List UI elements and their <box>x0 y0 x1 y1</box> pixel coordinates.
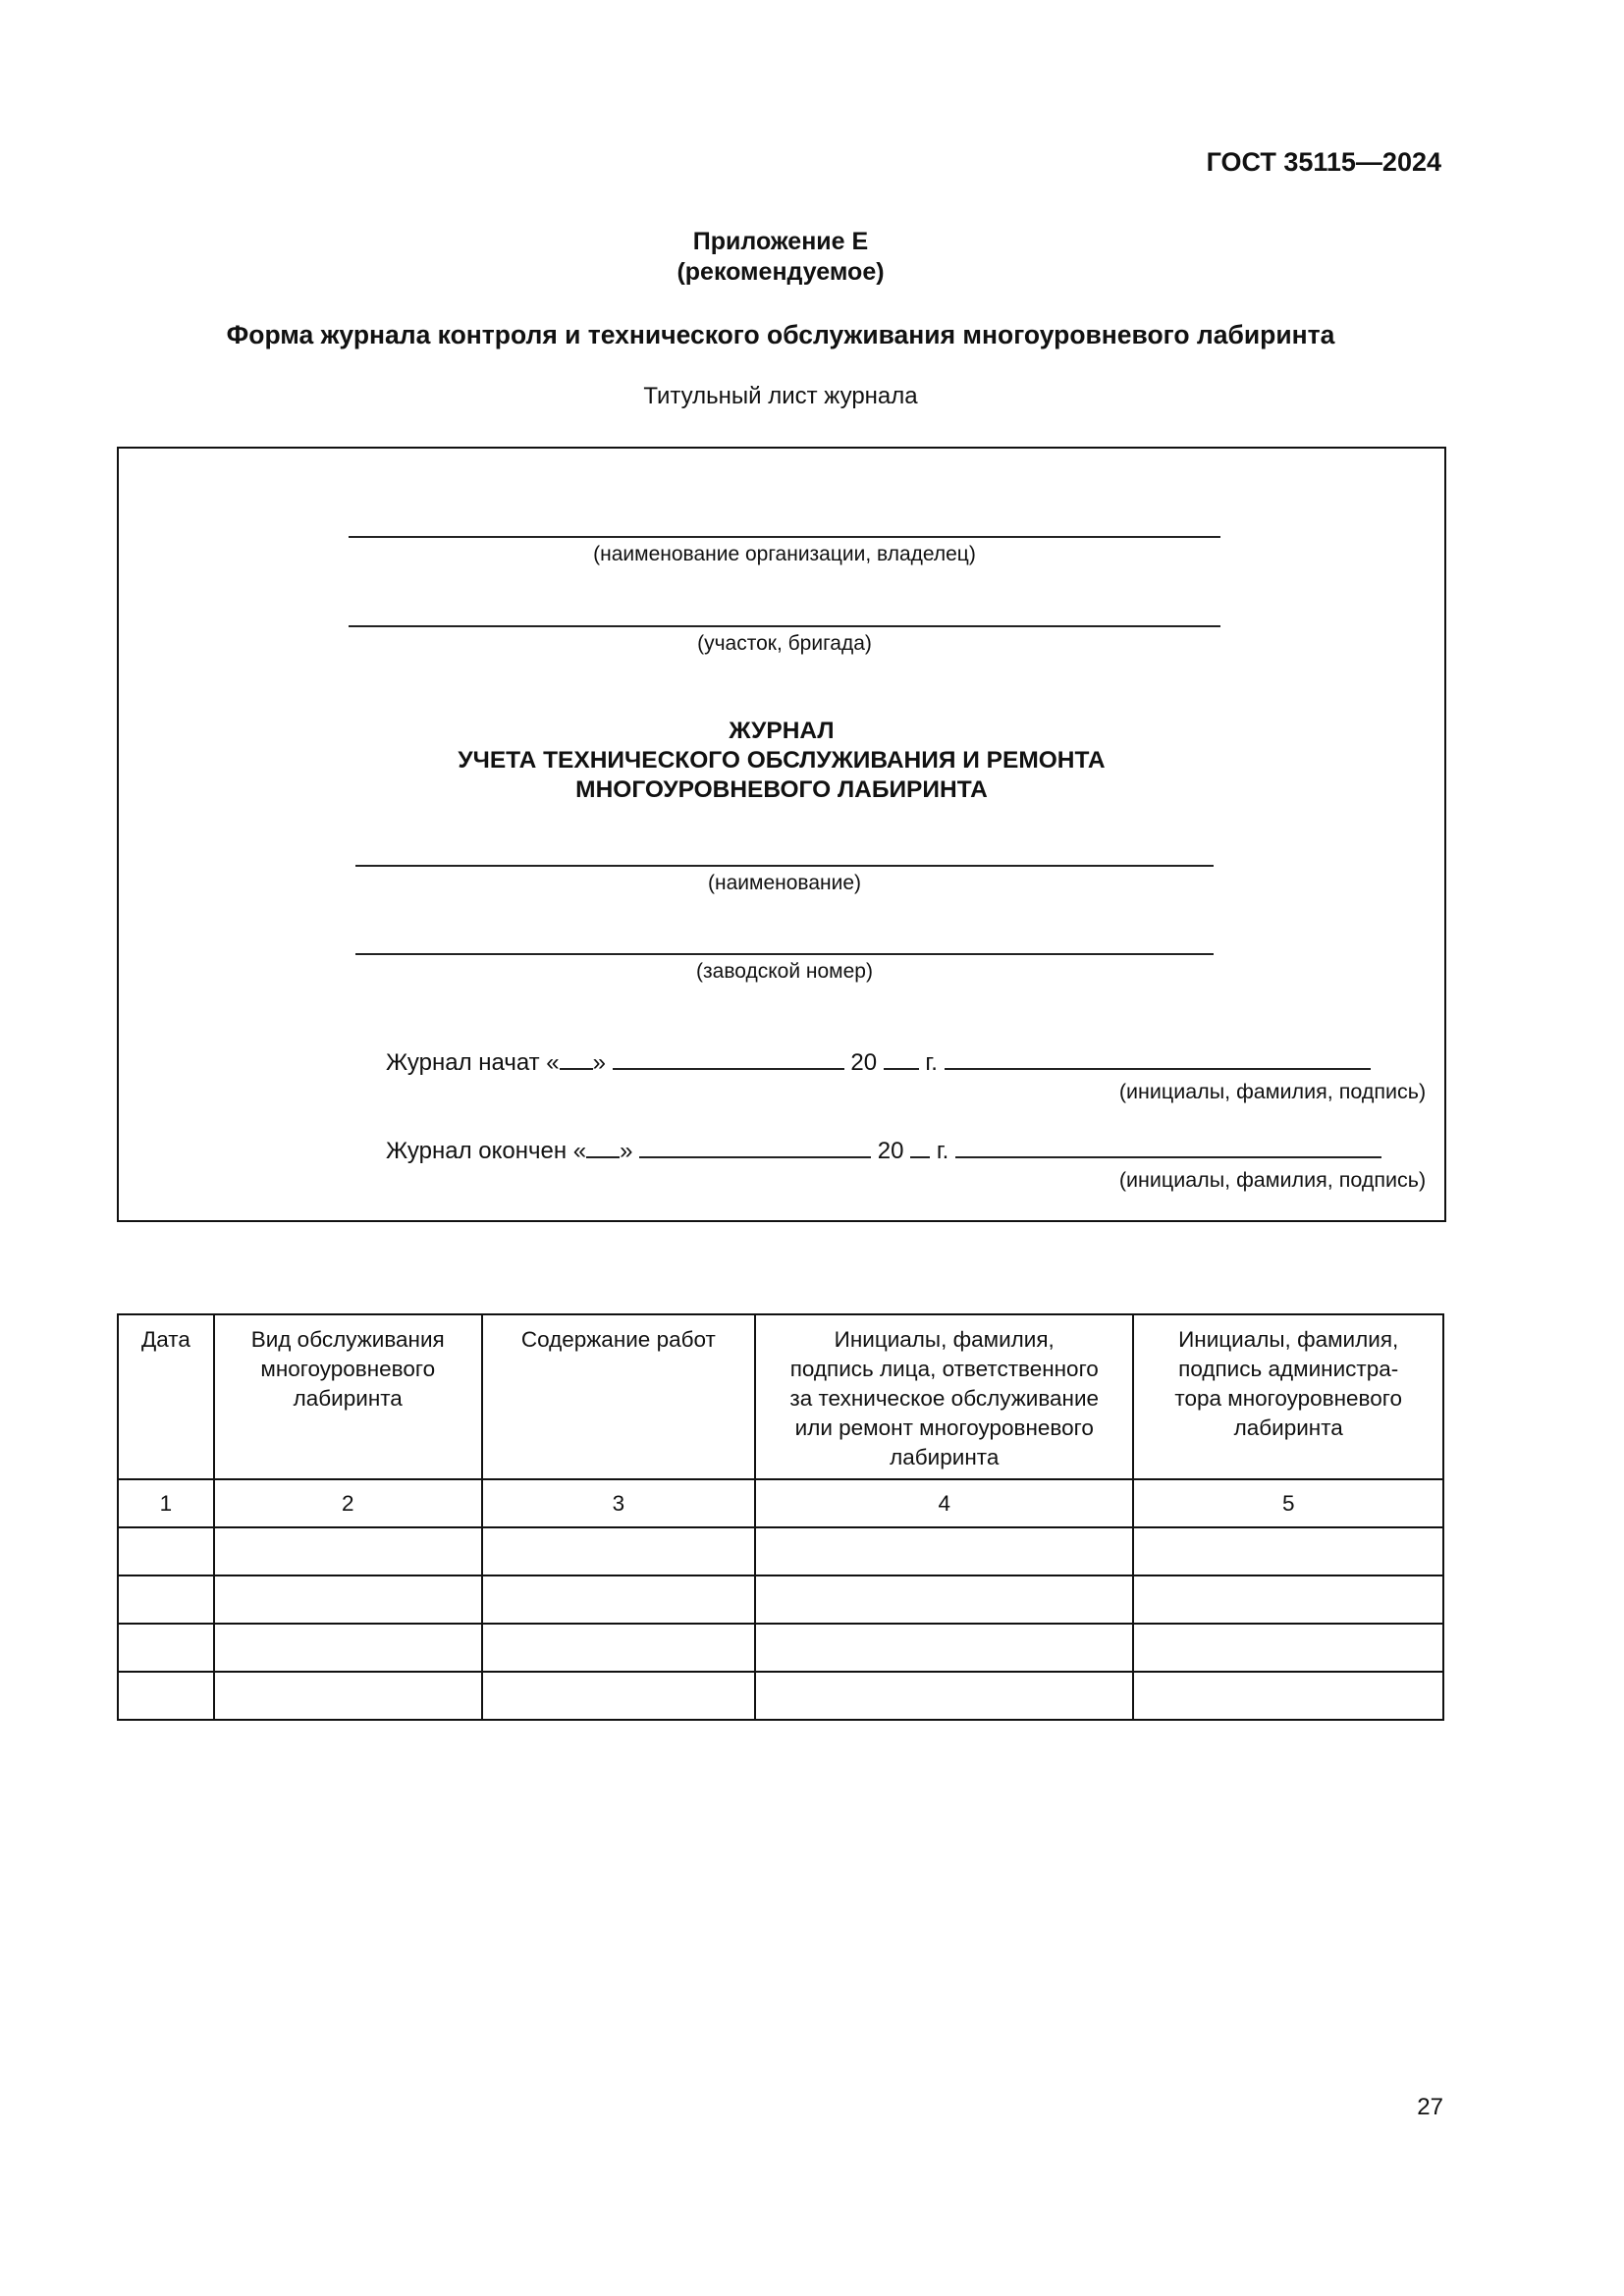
column-number: 2 <box>214 1479 482 1527</box>
header-work-content: Содержание работ <box>482 1314 756 1479</box>
header-service-type: Вид обслуживания многоуровневого лабиринта <box>214 1314 482 1479</box>
finished-mid: » <box>620 1138 633 1164</box>
header-responsible-person: Инициалы, фамилия, подпись лица, ответственного за техническое обслуживание или ремонт многоуровневого лабиринта <box>755 1314 1133 1479</box>
serial-blank-line <box>355 953 1214 955</box>
header-administrator: Инициалы, фамилия, подпись администра- тора многоуровневого лабиринта <box>1133 1314 1443 1479</box>
header-date: Дата <box>118 1314 214 1479</box>
empty-cell <box>755 1527 1133 1575</box>
table-row <box>118 1624 1443 1672</box>
journal-title-line1: ЖУРНАЛ <box>729 718 835 744</box>
finished-year-blank <box>910 1135 930 1158</box>
finished-day-blank <box>586 1135 620 1158</box>
empty-cell <box>1133 1527 1443 1575</box>
empty-cell <box>482 1575 756 1624</box>
journal-started-row <box>386 1046 1371 1077</box>
page-number: 27 <box>1417 2094 1443 2120</box>
appendix-title: Приложение Е <box>692 228 869 255</box>
org-blank-line <box>349 536 1220 538</box>
name-blank-line <box>355 865 1214 867</box>
finished-year: 20 <box>877 1138 904 1164</box>
empty-cell <box>214 1672 482 1720</box>
column-number: 5 <box>1133 1479 1443 1527</box>
maintenance-log-table <box>117 1313 1444 1721</box>
started-year: 20 <box>850 1049 878 1076</box>
appendix-status: (рекомендуемое) <box>677 258 885 286</box>
finished-signature-blank <box>955 1135 1381 1158</box>
form-title: Форма журнала контроля и технического обслуживания многоуровневого лабиринта <box>226 320 1335 349</box>
started-day-blank <box>560 1046 593 1070</box>
finished-month-blank <box>639 1135 871 1158</box>
empty-cell <box>118 1624 214 1672</box>
org-caption: (наименование организации, владелец) <box>593 543 976 565</box>
started-month-blank <box>613 1046 844 1070</box>
journal-title-line3: МНОГОУРОВНЕВОГО ЛАБИРИНТА <box>575 776 988 803</box>
column-number: 1 <box>118 1479 214 1527</box>
empty-cell <box>482 1672 756 1720</box>
empty-cell <box>1133 1575 1443 1624</box>
empty-cell <box>1133 1624 1443 1672</box>
started-prefix: Журнал начат « <box>386 1049 560 1076</box>
finished-prefix: Журнал окончен « <box>386 1138 587 1164</box>
table-row <box>118 1575 1443 1624</box>
started-signature-caption: (инициалы, фамилия, подпись) <box>1118 1080 1427 1103</box>
empty-cell <box>755 1672 1133 1720</box>
serial-caption: (заводской номер) <box>696 960 873 983</box>
empty-cell <box>118 1672 214 1720</box>
started-signature-blank <box>945 1046 1371 1070</box>
title-sheet-box <box>117 447 1446 1222</box>
empty-cell <box>118 1575 214 1624</box>
empty-cell <box>482 1527 756 1575</box>
column-number-row <box>118 1479 1443 1527</box>
empty-cell <box>755 1624 1133 1672</box>
started-mid: » <box>592 1049 607 1076</box>
empty-cell <box>755 1575 1133 1624</box>
section-blank-line <box>349 625 1220 627</box>
table-header-row <box>118 1314 1443 1479</box>
sheet-label: Титульный лист журнала <box>643 383 918 409</box>
name-caption: (наименование) <box>708 872 861 894</box>
empty-cell <box>214 1624 482 1672</box>
table-row <box>118 1672 1443 1720</box>
empty-cell <box>214 1575 482 1624</box>
standard-code: ГОСТ 35115—2024 <box>1206 147 1441 177</box>
finished-year-suffix: г. <box>936 1138 949 1164</box>
column-number: 3 <box>482 1479 756 1527</box>
finished-signature-caption: (инициалы, фамилия, подпись) <box>1118 1168 1427 1192</box>
empty-cell <box>482 1624 756 1672</box>
journal-finished-row <box>386 1135 1381 1165</box>
section-caption: (участок, бригада) <box>697 632 872 655</box>
column-number: 4 <box>755 1479 1133 1527</box>
empty-cell <box>1133 1672 1443 1720</box>
table-row <box>118 1527 1443 1575</box>
started-year-suffix: г. <box>925 1049 938 1076</box>
empty-cell <box>118 1527 214 1575</box>
journal-title-line2: УЧЕТА ТЕХНИЧЕСКОГО ОБСЛУЖИВАНИЯ И РЕМОНТА <box>458 747 1106 774</box>
empty-cell <box>214 1527 482 1575</box>
started-year-blank <box>884 1046 919 1070</box>
